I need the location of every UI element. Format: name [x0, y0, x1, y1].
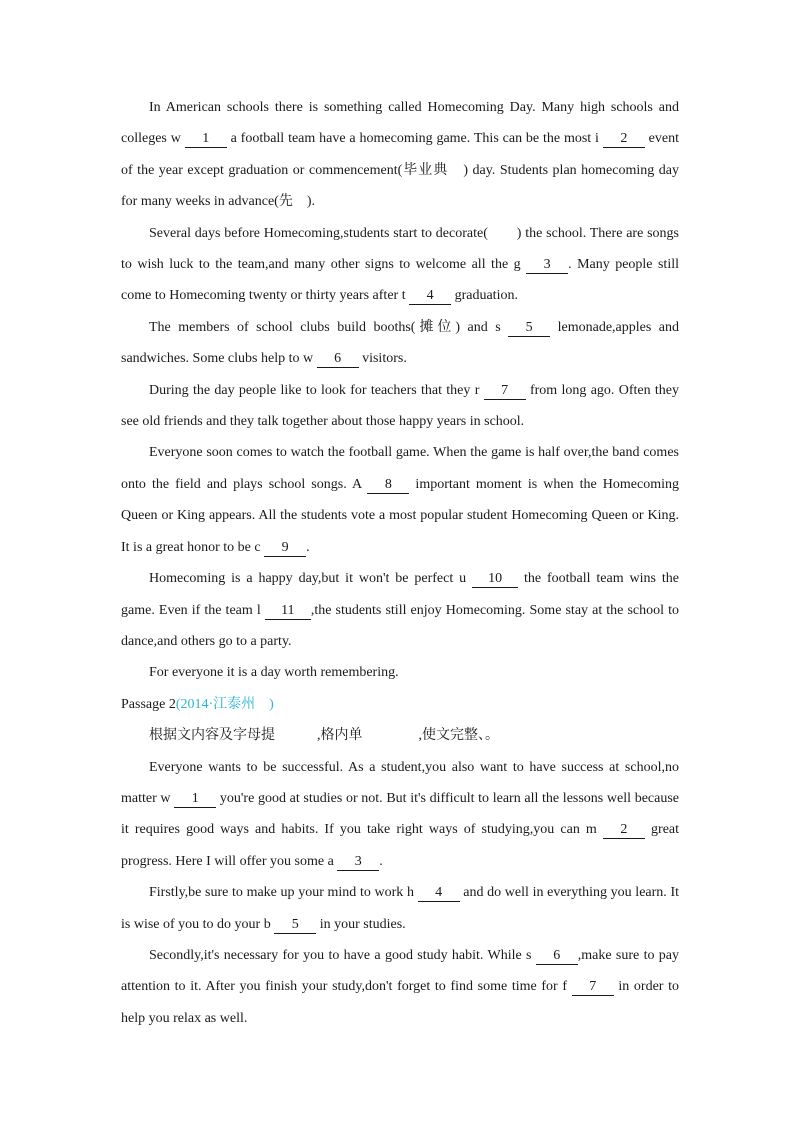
- answer-blank[interactable]: 11: [265, 603, 311, 620]
- paragraph-text: Everyone soon comes to watch the football game. When the game is half over,the band comes onto the field and plays school songs. A: [121, 445, 679, 492]
- passage-2-instruction: 根据文内容及字母提 ,格内单 ,使文完整、。: [149, 728, 499, 744]
- passage-2-source: (2014·江泰州 ): [175, 696, 274, 712]
- paragraph-text: Several days before Homecoming,students start to decorate( ) the school. There are songs to wish luck to the team,and many other signs to welcome all the g: [121, 225, 679, 273]
- paragraph-text: ,make sure to pay attention to it. After you finish your study,don't forget to find some time for f: [121, 947, 680, 995]
- paragraph: [121, 437, 679, 563]
- answer-blank[interactable]: 9: [264, 540, 306, 557]
- passage-1: [121, 92, 679, 689]
- paragraph: [121, 92, 679, 218]
- paragraph-text: a football team have a homecoming game. This can be the most i: [226, 131, 603, 147]
- paragraph-text: the football team wins the game. Even if the team l: [121, 571, 679, 618]
- answer-blank[interactable]: 3: [337, 854, 379, 871]
- answer-blank[interactable]: 1: [174, 791, 216, 808]
- paragraph: [121, 218, 679, 312]
- answer-blank[interactable]: 2: [603, 822, 645, 839]
- paragraph-text: important moment is when the Homecoming Queen or King appears. All the students vote a most popular student Homecoming Queen or King. It is a great honor to be c: [121, 476, 679, 555]
- paragraph-text: ,the students still enjoy Homecoming. Some stay at the school to dance,and others go to a party.: [121, 602, 679, 649]
- answer-blank[interactable]: 5: [274, 917, 316, 934]
- answer-blank[interactable]: 8: [367, 477, 409, 494]
- paragraph: [121, 657, 679, 688]
- answer-blank[interactable]: 2: [603, 131, 645, 148]
- answer-blank[interactable]: 1: [185, 131, 227, 148]
- passage-2-heading: [121, 689, 679, 720]
- paragraph-text: graduation.: [451, 288, 518, 304]
- paragraph: [121, 375, 679, 438]
- paragraph-text: Homecoming is a happy day,but it won't be perfect u: [149, 571, 473, 587]
- paragraph-text: Secondly,it's necessary for you to have a good study habit. While s: [149, 947, 536, 963]
- answer-blank[interactable]: 4: [409, 288, 451, 305]
- paragraph-text: you're good at studies or not. But it's difficult to learn all the lessons well because it requires good ways and habits. If you take right ways of studying,you can m: [121, 790, 679, 838]
- paragraph-text: The members of school clubs build booths(摊位) and s: [149, 319, 509, 335]
- paragraph-text: Firstly,be sure to make up your mind to work h: [149, 885, 418, 901]
- answer-blank[interactable]: 10: [472, 571, 518, 588]
- paragraph: [121, 752, 679, 878]
- paragraph-text: .: [306, 539, 310, 555]
- paragraph-text: and do well in everything you learn. It is wise of you to do your b: [121, 885, 679, 932]
- document-page: [121, 92, 679, 1034]
- paragraph-text: During the day people like to look for teachers that they r: [149, 382, 484, 398]
- paragraph: [121, 563, 679, 657]
- paragraph-text: For everyone it is a day worth remembering.: [149, 665, 399, 681]
- paragraph-text: in order to help you relax as well.: [121, 979, 679, 1026]
- paragraph-text: visitors.: [358, 351, 407, 367]
- paragraph-text: in your studies.: [316, 916, 406, 932]
- paragraph-text: event of the year except graduation or commencement(毕业典 ) day. Students plan homecoming day for many weeks in advance(先 ).: [121, 131, 679, 210]
- paragraph-text: . Many people still come to Homecoming twenty or thirty years after t: [121, 257, 679, 304]
- answer-blank[interactable]: 5: [508, 320, 550, 337]
- paragraph-text: Everyone wants to be successful. As a student,you also want to have success at school,no matter w: [121, 759, 679, 806]
- answer-blank[interactable]: 3: [526, 257, 568, 274]
- paragraph-text: In American schools there is something called Homecoming Day. Many high schools and colleges w: [121, 100, 679, 147]
- paragraph: [121, 877, 679, 940]
- paragraph: [121, 940, 679, 1034]
- answer-blank[interactable]: 4: [418, 885, 460, 902]
- passage-2: [121, 752, 679, 1035]
- paragraph-text: great progress. Here I will offer you some a: [121, 822, 680, 869]
- paragraph-text: lemonade,apples and sandwiches. Some clubs help to w: [121, 319, 680, 367]
- paragraph: [121, 312, 679, 375]
- answer-blank[interactable]: 7: [484, 383, 526, 400]
- answer-blank[interactable]: 7: [572, 979, 614, 996]
- paragraph-text: .: [379, 853, 383, 869]
- passage-2-label: Passage 2: [121, 696, 176, 712]
- paragraph-text: from long ago. Often they see old friends and they talk together about those happy years in school.: [121, 382, 679, 430]
- answer-blank[interactable]: 6: [317, 351, 359, 368]
- answer-blank[interactable]: 6: [536, 948, 578, 965]
